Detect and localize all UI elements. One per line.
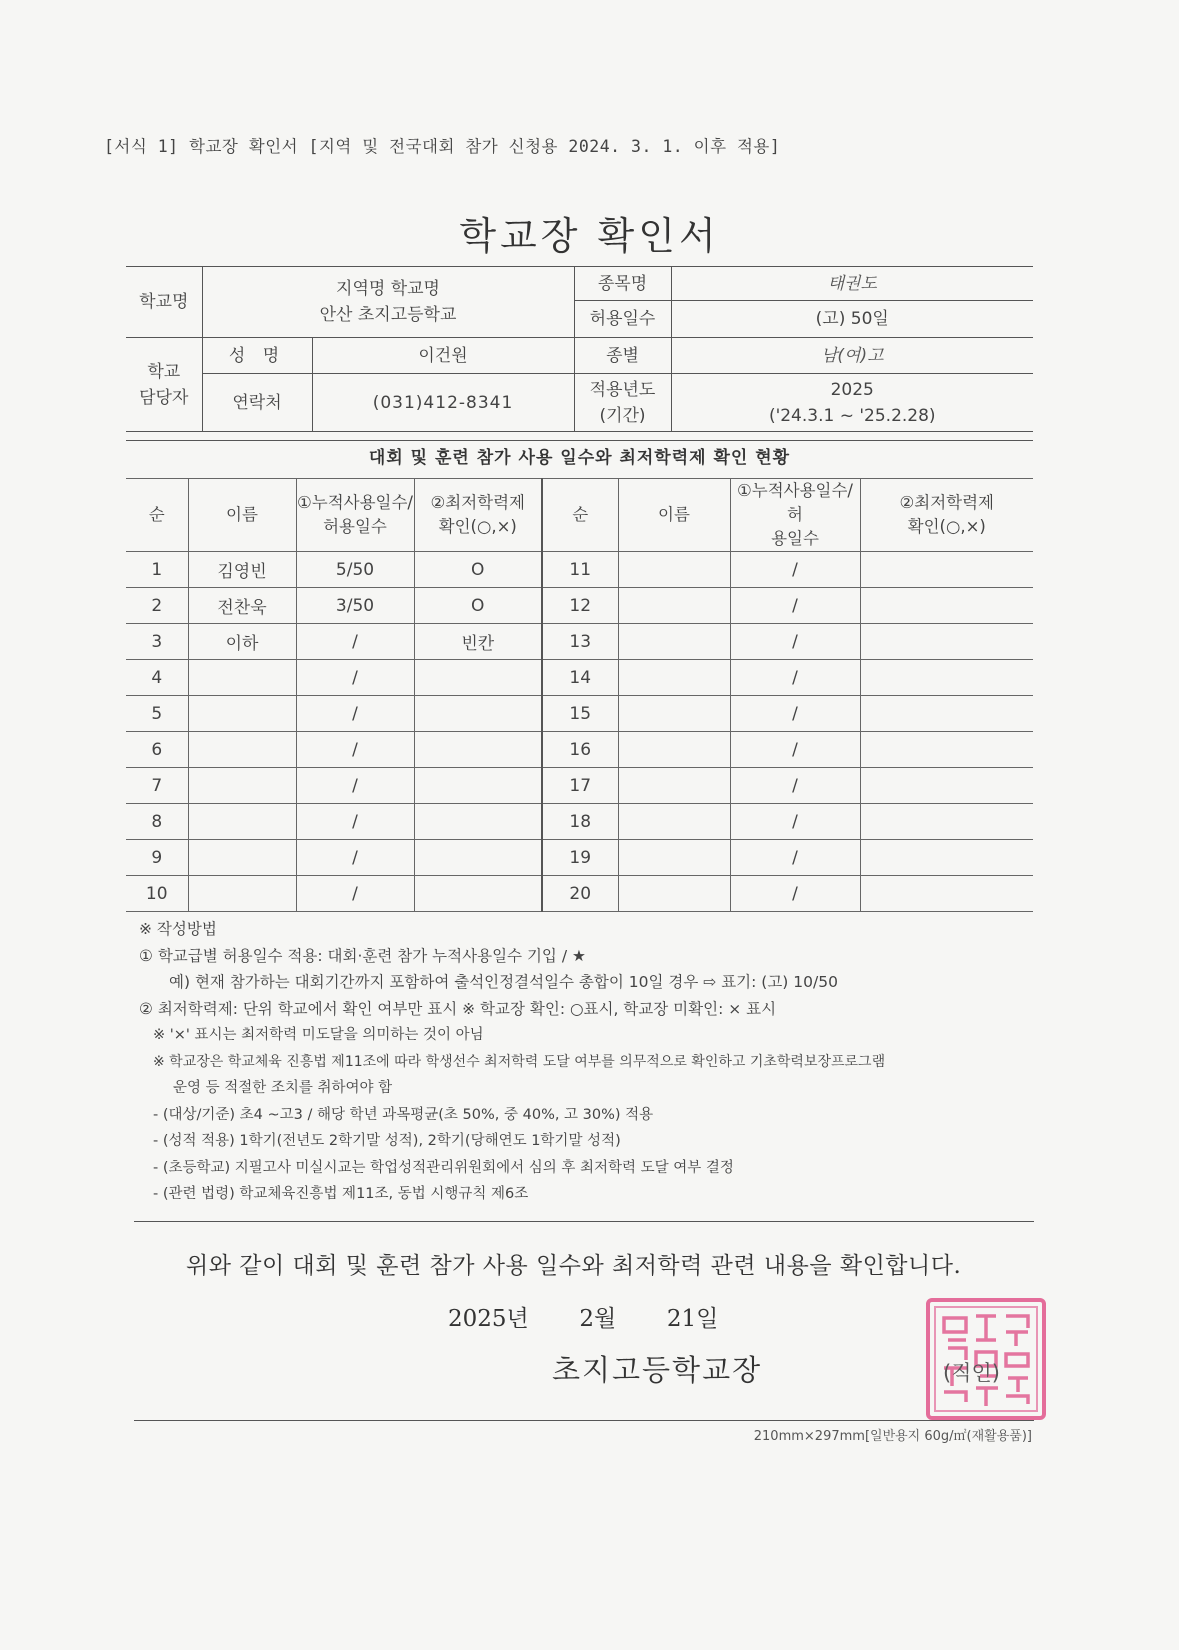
header-name: 이름 <box>188 479 296 552</box>
row-check: O <box>414 552 542 588</box>
instruction-item-1: ① 학교급별 허용일수 적용: 대회·훈련 참가 누적사용일수 기입 / ★ <box>139 946 586 965</box>
row-name <box>188 660 296 696</box>
header-check-2 <box>860 479 1033 552</box>
row-check-2 <box>860 876 1033 912</box>
document-title: 학교장 확인서 <box>459 214 720 258</box>
staff-name-label: 성 명 <box>202 338 312 374</box>
instruction-note-1: ※ '×' 표시는 최저학력 미도달을 의미하는 것이 아님 <box>153 1027 484 1043</box>
row-days: 3/50 <box>296 588 414 624</box>
row-days-2: / <box>730 732 860 768</box>
row-days-2: / <box>730 840 860 876</box>
row-no: 6 <box>126 732 188 768</box>
staff-label <box>126 338 202 432</box>
row-no-2: 14 <box>542 660 618 696</box>
instruction-note-2b: 운영 등 적절한 조치를 취하여야 함 <box>173 1080 393 1096</box>
header-check2-line2: 확인(○,×) <box>907 517 986 536</box>
row-name: 전찬욱 <box>188 588 296 624</box>
row-name <box>188 804 296 840</box>
gender-label: 종별 <box>574 338 671 374</box>
date-month: 2월 <box>579 1306 617 1332</box>
row-check <box>414 840 542 876</box>
instruction-dash-1: - (대상/기준) 초4 ~고3 / 해당 학년 과목평균(초 50%, 중 40%, 고 30%) 적용 <box>153 1106 654 1123</box>
header-check <box>414 479 542 552</box>
school-name-line: 안산 초지고등학교 <box>319 305 457 325</box>
instruction-item-1-example: 예) 현재 참가하는 대회기간까지 포함하여 출석인정결석일수 총합이 10일 경우 ⇨ 표기: (고) 10/50 <box>169 973 838 991</box>
row-no: 8 <box>126 804 188 840</box>
school-region-line: 지역명 학교명 <box>336 279 440 299</box>
instructions <box>139 916 1039 1208</box>
row-check-2 <box>860 804 1033 840</box>
row-name-2 <box>618 732 730 768</box>
seal-label: (직인) <box>943 1361 1000 1385</box>
row-name: 김영빈 <box>188 552 296 588</box>
row-check-2 <box>860 840 1033 876</box>
allowed-days-value: (고) 50일 <box>671 301 1033 338</box>
row-check <box>414 804 542 840</box>
header-days-2 <box>730 479 860 552</box>
records-header-row <box>126 479 1033 552</box>
row-name-2 <box>618 840 730 876</box>
row-no: 4 <box>126 660 188 696</box>
year-label-line2: (기간) <box>599 405 646 426</box>
row-days-2: / <box>730 804 860 840</box>
school-name-label: 학교명 <box>126 267 202 338</box>
row-name-2 <box>618 696 730 732</box>
row-days: / <box>296 876 414 912</box>
header-days2-line2: 용일수 <box>771 529 819 548</box>
row-name-2 <box>618 588 730 624</box>
row-check-2 <box>860 732 1033 768</box>
records-table <box>126 478 1033 912</box>
table-row <box>126 732 1033 768</box>
row-days-2: / <box>730 876 860 912</box>
header-check-line1: ②최저학력제 <box>430 493 525 512</box>
year-label-line1: 적용년도 <box>589 379 656 400</box>
row-no-2: 18 <box>542 804 618 840</box>
table-row <box>126 768 1033 804</box>
sport-label: 종목명 <box>574 267 671 301</box>
row-name: 이하 <box>188 624 296 660</box>
instructions-heading: ※ 작성방법 <box>139 920 217 938</box>
divider-top <box>134 1221 1034 1222</box>
table-row <box>126 804 1033 840</box>
table-row <box>126 624 1033 660</box>
row-days: 5/50 <box>296 552 414 588</box>
row-no-2: 19 <box>542 840 618 876</box>
header-days2-line1: ①누적사용일수/허 <box>737 481 853 524</box>
row-no: 10 <box>126 876 188 912</box>
date-year: 2025년 <box>448 1306 529 1332</box>
row-days: / <box>296 660 414 696</box>
divider-bottom <box>134 1420 1034 1421</box>
row-no: 5 <box>126 696 188 732</box>
allowed-days-label: 허용일수 <box>574 301 671 338</box>
table-row <box>126 840 1033 876</box>
year-value-cell <box>671 374 1033 432</box>
instruction-item-2: ② 최저학력제: 단위 학교에서 확인 여부만 표시 ※ 학교장 확인: ○표시, 학교장 미확인: × 표시 <box>139 999 777 1018</box>
row-days-2: / <box>730 660 860 696</box>
row-days-2: / <box>730 588 860 624</box>
staff-label-line2: 담당자 <box>139 387 189 408</box>
contact-value: (031)412-8341 <box>312 374 574 432</box>
row-days-2: / <box>730 696 860 732</box>
row-name-2 <box>618 876 730 912</box>
school-name-value <box>202 267 574 338</box>
header-no-2: 순 <box>542 479 618 552</box>
row-days: / <box>296 804 414 840</box>
year-label <box>574 374 671 432</box>
row-days: / <box>296 768 414 804</box>
row-check-2 <box>860 552 1033 588</box>
row-check <box>414 660 542 696</box>
row-no: 2 <box>126 588 188 624</box>
confirmation-date <box>448 1300 718 1333</box>
row-check <box>414 732 542 768</box>
row-name <box>188 732 296 768</box>
year-period: ('24.3.1 ~ '25.2.28) <box>768 405 936 426</box>
row-no-2: 16 <box>542 732 618 768</box>
table-row <box>126 696 1033 732</box>
instruction-dash-2: - (성적 적용) 1학기(전년도 2학기말 성적), 2학기(당해연도 1학기말 성적) <box>153 1133 621 1149</box>
year-value: 2025 <box>830 379 874 400</box>
row-days: / <box>296 840 414 876</box>
staff-name-value: 이건원 <box>312 338 574 374</box>
row-no-2: 13 <box>542 624 618 660</box>
row-check <box>414 768 542 804</box>
gender-value: 남(여)고 <box>671 338 1033 374</box>
row-check <box>414 876 542 912</box>
row-name <box>188 768 296 804</box>
table-row <box>126 552 1033 588</box>
row-days-2: / <box>730 768 860 804</box>
row-name-2 <box>618 552 730 588</box>
row-check-2 <box>860 624 1033 660</box>
instruction-dash-3: - (초등학교) 지필고사 미실시교는 학업성적관리위원회에서 심의 후 최저학력 도달 여부 결정 <box>153 1159 734 1176</box>
school-info-table <box>126 266 1033 432</box>
row-name-2 <box>618 624 730 660</box>
row-no: 9 <box>126 840 188 876</box>
table-row <box>126 876 1033 912</box>
row-check-2 <box>860 696 1033 732</box>
date-day: 21일 <box>666 1306 719 1332</box>
row-no: 3 <box>126 624 188 660</box>
row-name <box>188 696 296 732</box>
instruction-dash-4: - (관련 법령) 학교체육진흥법 제11조, 동법 시행규칙 제6조 <box>153 1186 529 1202</box>
sport-value: 태권도 <box>671 267 1033 301</box>
header-days-line2: 허용일수 <box>323 517 387 536</box>
contact-label: 연락처 <box>202 374 312 432</box>
row-days: / <box>296 624 414 660</box>
row-check: O <box>414 588 542 624</box>
records-section-title: 대회 및 훈련 참가 사용 일수와 최저학력제 확인 현황 <box>126 440 1033 475</box>
row-no-2: 11 <box>542 552 618 588</box>
header-no: 순 <box>126 479 188 552</box>
table-row <box>126 588 1033 624</box>
row-no-2: 20 <box>542 876 618 912</box>
table-row <box>126 660 1033 696</box>
row-no-2: 15 <box>542 696 618 732</box>
row-no: 1 <box>126 552 188 588</box>
paper-spec: 210mm×297mm[일반용지 60g/㎡(재활용품)] <box>753 1429 1032 1444</box>
row-check-2 <box>860 660 1033 696</box>
principal-title: 초지고등학교장 <box>552 1353 763 1387</box>
header-name-2: 이름 <box>618 479 730 552</box>
row-check <box>414 696 542 732</box>
row-days: / <box>296 732 414 768</box>
row-check-2 <box>860 588 1033 624</box>
row-days: / <box>296 696 414 732</box>
header-check2-line1: ②최저학력제 <box>899 493 994 512</box>
row-name <box>188 876 296 912</box>
staff-label-line1: 학교 <box>147 361 181 382</box>
row-name-2 <box>618 804 730 840</box>
row-days-2: / <box>730 552 860 588</box>
form-identifier: [서식 1] 학교장 확인서 [지역 및 전국대회 참가 신청용 2024. 3. 1. 이후 적용] <box>104 137 781 156</box>
row-name-2 <box>618 660 730 696</box>
header-days-line1: ①누적사용일수/ <box>297 493 413 512</box>
row-name <box>188 840 296 876</box>
row-no-2: 17 <box>542 768 618 804</box>
confirmation-statement: 위와 같이 대회 및 훈련 참가 사용 일수와 최저학력 관련 내용을 확인합니다. <box>186 1253 962 1279</box>
header-check-line2: 확인(○,×) <box>438 517 517 536</box>
row-no-2: 12 <box>542 588 618 624</box>
row-no: 7 <box>126 768 188 804</box>
row-check-2 <box>860 768 1033 804</box>
row-name-2 <box>618 768 730 804</box>
row-days-2: / <box>730 624 860 660</box>
row-check: 빈칸 <box>414 624 542 660</box>
instruction-note-2a: ※ 학교장은 학교체육 진흥법 제11조에 따라 학생선수 최저학력 도달 여부를 의무적으로 확인하고 기초학력보장프로그램 <box>153 1053 886 1070</box>
header-days <box>296 479 414 552</box>
